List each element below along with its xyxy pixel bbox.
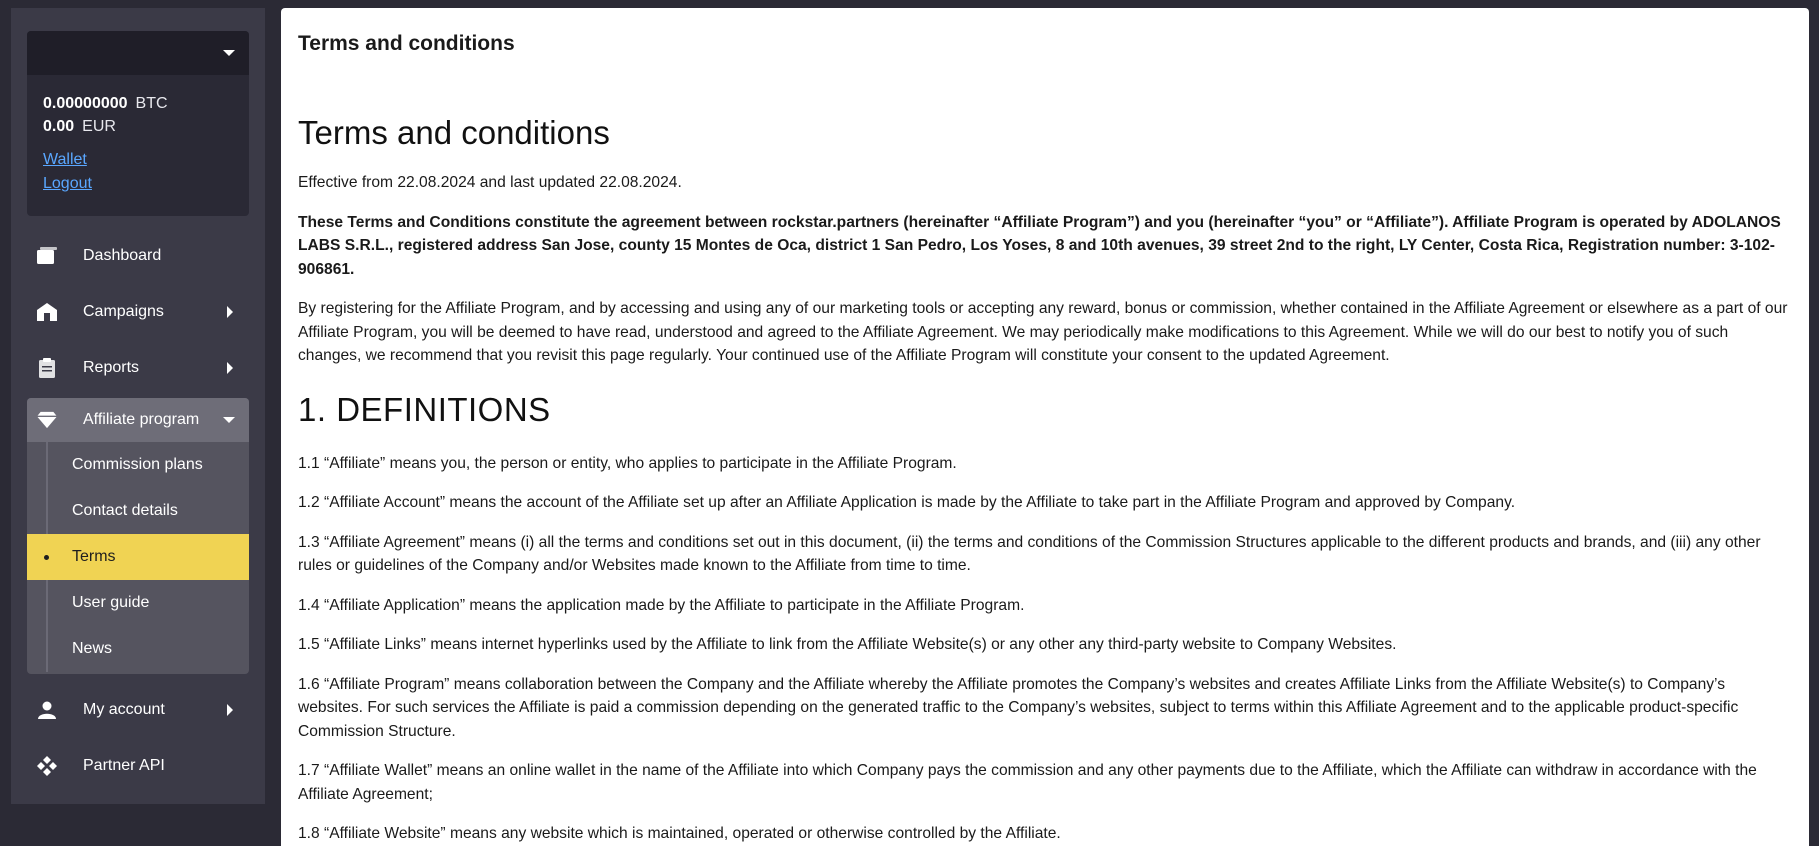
chevron-right-icon (227, 306, 233, 318)
definition-item: 1.7 “Affiliate Wallet” means an online wallet in the name of the Affiliate into which Company pays the commission and any other payments due to the Affiliate, which the Affiliate can withdraw in accordance with the Affiliate Agreement; (298, 762, 1757, 803)
effective-date: Effective from 22.08.2024 and last updated 22.08.2024. (298, 174, 682, 191)
clipboard-icon (37, 358, 57, 378)
dashboard-icon (37, 246, 57, 266)
intro-paragraph: By registering for the Affiliate Program, and by accessing and using any of our marketing tools or accepting any reward, bonus or commission, whether contained in the Affiliate Agreement or elsewhere as a part of our Affiliate Program, you will be deemed to have read, understood and agreed to the Affiliate Agreement. We may periodically make modifications to this Agreement. While we will do our best to notify you of such changes, we recommend that you revisit this page regularly. Your continued use of the Affiliate Program will constitute your consent to the updated Agreement. (298, 300, 1788, 364)
balance-amount: 0.00 (43, 118, 75, 135)
main-nav (27, 228, 249, 794)
user-icon (37, 700, 57, 720)
account-select[interactable] (27, 31, 249, 75)
submenu-label: Terms (72, 548, 116, 565)
balance-btc (43, 92, 249, 115)
terms-document (281, 78, 1809, 846)
nav-label: My account (83, 701, 165, 718)
api-icon (37, 756, 57, 776)
submenu-label: Contact details (72, 502, 178, 519)
balance-currency: EUR (82, 118, 116, 135)
nav-label: Campaigns (83, 303, 164, 320)
definition-item: 1.5 “Affiliate Links” means internet hyperlinks used by the Affiliate to link from the Affiliate Website(s) or any other any third-party website to Company Websites. (298, 636, 1397, 653)
definition-item: 1.1 “Affiliate” means you, the person or entity, who applies to participate in the Affiliate Program. (298, 454, 957, 472)
nav-item-dashboard[interactable] (27, 228, 249, 284)
page-title: Terms and conditions (298, 32, 515, 55)
chevron-right-icon (227, 704, 233, 716)
chevron-down-icon (223, 417, 235, 423)
document-title: Terms and conditions (298, 114, 610, 151)
active-dot-icon (44, 555, 49, 560)
nav-item-my-account[interactable] (27, 682, 249, 738)
nav-item-campaigns[interactable] (27, 284, 249, 340)
submenu-label: Commission plans (72, 456, 203, 473)
wallet-link[interactable]: Wallet (43, 151, 87, 168)
home-icon (37, 302, 57, 322)
definition-item: 1.4 “Affiliate Application” means the application made by the Affiliate to participate in the Affiliate Program. (298, 596, 1025, 614)
chevron-down-icon (223, 50, 235, 56)
diamond-icon (37, 410, 57, 430)
nav-item-reports[interactable] (27, 340, 249, 396)
balance-list (27, 75, 249, 138)
nav-label: Partner API (83, 757, 165, 774)
submenu-item-terms[interactable] (27, 534, 249, 580)
balance-amount: 0.00000000 (43, 95, 128, 112)
logout-link[interactable]: Logout (43, 175, 92, 192)
affiliate-program-submenu (27, 442, 249, 674)
intro-bold-paragraph: These Terms and Conditions constitute the agreement between rockstar.partners (hereinafter “Affiliate Program”) and you (hereinafter “you” or “Affiliate”). Affiliate Program is operated by ADOLANOS LABS S.R.L., registered address San Jose, county 15 Montes de Oca, district 1 San Pedro, Los Yoses, 8 and 10th avenues, 39 street 2nd to the right, LY Center, Costa Rica, Registration number: 3-102-906861. (298, 213, 1781, 278)
nav-label: Dashboard (83, 247, 162, 264)
submenu-item-commission-plans[interactable] (27, 442, 249, 488)
nav-item-affiliate-program[interactable] (27, 398, 249, 442)
nav-label: Affiliate program (83, 411, 200, 428)
submenu-label: News (72, 640, 113, 657)
definition-item: 1.6 “Affiliate Program” means collaboration between the Company and the Affiliate whereby the Affiliate promotes the Company’s websites and creates Affiliate Links from the Affiliate Website(s) to Company’s websites. For such services the Affiliate is paid a commission depending on the generated traffic to the Company’s websites, subject to terms within this Affiliate Agreement and to the applicable product-specific Commission Structure. (298, 675, 1739, 740)
definition-item: 1.2 “Affiliate Account” means the account of the Affiliate set up after an Affiliate Application is made by the Affiliate to take part in the Affiliate Program and approved by Company. (298, 494, 1516, 511)
submenu-item-contact-details[interactable] (27, 488, 249, 534)
nav-label: Reports (83, 359, 140, 376)
balance-eur (43, 115, 249, 138)
submenu-label: User guide (72, 594, 150, 611)
balance-currency: BTC (135, 95, 168, 112)
definition-item: 1.3 “Affiliate Agreement” means (i) all the terms and conditions set out in this document, (ii) the terms and conditions of the Commission Structures applicable to the different products and brands, and (iii) any other rules or guidelines of the Company and/or Websites made known to the Affiliate from time to time. (298, 533, 1761, 574)
submenu-item-user-guide[interactable] (27, 580, 249, 626)
account-box (27, 31, 249, 216)
submenu-item-news[interactable] (27, 626, 249, 672)
definition-item: 1.8 “Affiliate Website” means any website which is maintained, operated or otherwise controlled by the Affiliate. (298, 825, 1061, 842)
nav-item-partner-api[interactable] (27, 738, 249, 794)
main-content (281, 8, 1809, 846)
sidebar (11, 8, 265, 804)
chevron-right-icon (227, 362, 233, 374)
section-heading: 1. DEFINITIONS (298, 390, 551, 428)
affiliate-program-group (27, 398, 249, 674)
account-links (27, 138, 249, 196)
edge-handle (0, 420, 4, 456)
